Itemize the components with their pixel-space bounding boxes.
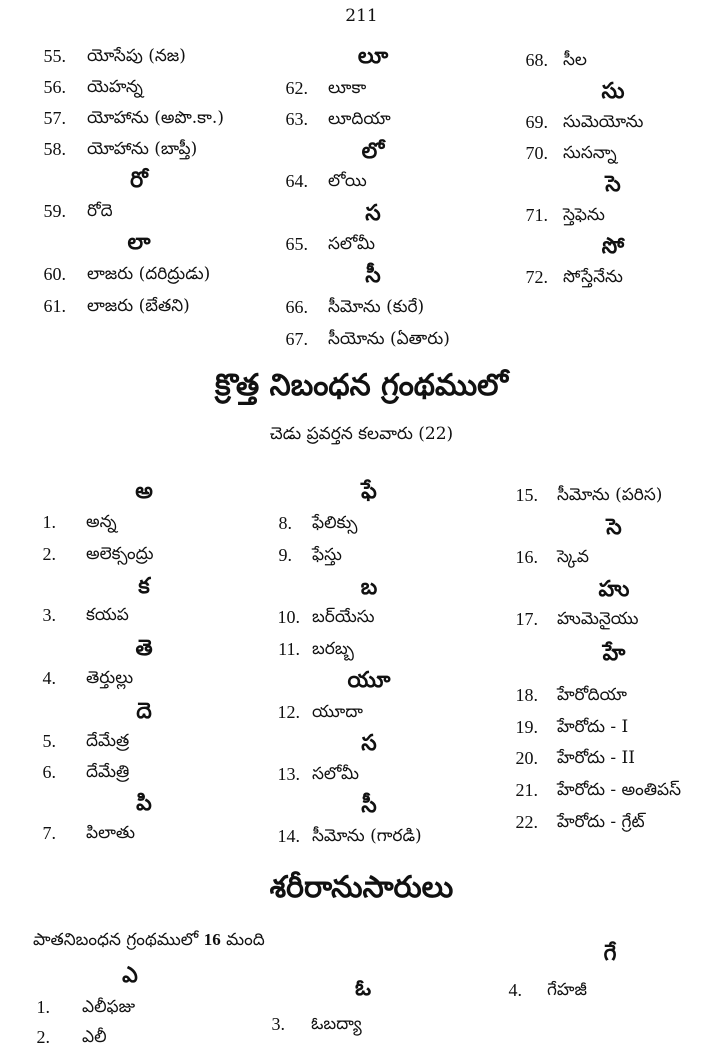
item-number: 15.	[515, 485, 538, 505]
item-number: 72.	[525, 267, 548, 287]
item-number: 1.	[42, 512, 56, 532]
alphabet-letter: లూ	[357, 43, 389, 69]
list-item	[272, 329, 450, 350]
item-number: 13.	[277, 764, 300, 784]
list-item	[272, 78, 367, 99]
item-number: 9.	[278, 545, 292, 565]
item-name: బర్‌యేసు	[312, 607, 375, 627]
list-item	[30, 668, 134, 689]
item-name: అలెక్సంద్రు	[86, 544, 154, 564]
alphabet-letter: తె	[135, 635, 153, 661]
item-number: 7.	[42, 823, 56, 843]
item-number: 61.	[43, 296, 66, 316]
item-number: 14.	[277, 826, 300, 846]
list-item	[506, 609, 639, 630]
section-label-text: పాతనిబంధన గ్రంథములో	[33, 930, 199, 950]
item-number: 57.	[43, 108, 66, 128]
item-name: సలోమీ	[312, 764, 359, 784]
item-number: 17.	[515, 609, 538, 629]
item-number: 62.	[285, 78, 308, 98]
alphabet-letter: హు	[598, 576, 630, 602]
section-label-suffix: మంది	[226, 930, 265, 950]
list-item	[506, 780, 682, 801]
list-item	[263, 1014, 362, 1035]
item-number: 18.	[515, 685, 538, 705]
item-name: హేరోదియా	[557, 685, 627, 705]
alphabet-letter: బ	[360, 574, 378, 600]
item-name: స్తెఫెను	[563, 205, 605, 225]
section-label-count: 16	[203, 930, 221, 949]
alphabet-letter: సె	[605, 171, 621, 197]
section-subheading: చెడు ప్రవర్తన కలవారు (22)	[269, 424, 454, 444]
alphabet-letter: సీ	[365, 262, 381, 288]
item-name: లోయి	[328, 171, 367, 191]
item-name: పిలాతు	[86, 823, 135, 843]
alphabet-letter: లా	[127, 229, 151, 255]
list-item	[30, 512, 117, 533]
list-item	[510, 112, 644, 133]
item-number: 1.	[36, 997, 50, 1017]
item-name: ఫేస్తు	[312, 545, 342, 565]
list-item	[262, 639, 354, 660]
list-item	[262, 545, 342, 566]
item-name: హేరోదు - అంతిపస్	[557, 780, 682, 800]
list-item	[30, 605, 129, 626]
item-name: హుమెనైయు	[557, 609, 639, 629]
item-number: 2.	[42, 544, 56, 564]
page-number: 211	[345, 6, 378, 26]
list-item	[506, 717, 629, 738]
list-item	[30, 823, 135, 844]
item-name: సీమోను (కురే)	[328, 297, 425, 317]
item-number: 16.	[515, 547, 538, 567]
item-name: తెర్తుల్లు	[86, 668, 134, 688]
item-name: యెహన్న	[87, 77, 143, 97]
item-name: యోహాను (బాప్తీ)	[87, 139, 198, 159]
alphabet-letter: క	[138, 573, 150, 599]
list-item	[272, 234, 375, 255]
item-name: సుమెయోను	[563, 112, 644, 132]
alphabet-letter: హే	[602, 640, 626, 666]
section-label	[33, 930, 265, 954]
alphabet-letter: ఫే	[361, 478, 377, 504]
list-item	[272, 109, 391, 130]
alphabet-letter: పి	[136, 790, 152, 816]
item-name: సీమోను (పరిస)	[557, 485, 663, 505]
item-name: సీమోను (గారడి)	[312, 826, 422, 846]
item-number: 67.	[285, 329, 308, 349]
alphabet-letter: ఎ	[122, 962, 138, 988]
item-number: 60.	[43, 264, 66, 284]
item-name: అన్న	[86, 512, 117, 532]
item-name: హేరోదు - I	[557, 717, 629, 737]
item-name: స్కెవ	[557, 547, 589, 567]
item-name: హేరోదు - గ్రేట్	[557, 812, 645, 832]
item-name: సోస్తేనేను	[563, 267, 623, 287]
item-name: ఎలీ	[82, 1027, 107, 1047]
item-number: 64.	[285, 171, 308, 191]
alphabet-letter: ఓ	[354, 975, 372, 1001]
item-number: 70.	[525, 143, 548, 163]
item-number: 68.	[525, 50, 548, 70]
list-item	[272, 171, 367, 192]
item-number: 58.	[43, 139, 66, 159]
item-name: దేమేత్ర	[86, 731, 130, 751]
item-number: 22.	[515, 812, 538, 832]
list-item	[30, 46, 186, 67]
list-item	[262, 702, 363, 723]
item-name: దేమేత్రి	[86, 762, 130, 782]
alphabet-letter: సో	[601, 233, 625, 259]
item-name: ఫేలిక్సు	[312, 513, 358, 533]
item-name: సుసన్నా	[563, 143, 617, 163]
item-number: 55.	[43, 46, 66, 66]
list-item	[30, 731, 130, 752]
list-item	[502, 980, 587, 1001]
item-name: లూదియా	[328, 109, 391, 129]
list-item	[506, 485, 663, 506]
list-item	[30, 997, 136, 1018]
item-name: కయప	[86, 605, 129, 625]
alphabet-letter: లో	[361, 138, 385, 164]
list-item	[510, 50, 587, 71]
item-number: 10.	[277, 607, 300, 627]
item-number: 59.	[43, 201, 66, 221]
item-name: బరబ్బ	[312, 639, 354, 659]
item-name: యోసేపు (నజ)	[87, 46, 186, 66]
item-name: సలోమీ	[328, 234, 375, 254]
item-number: 19.	[515, 717, 538, 737]
list-item	[506, 547, 589, 568]
item-name: ఎలీఫజు	[82, 997, 136, 1017]
item-name: సీల	[563, 50, 587, 70]
list-item	[262, 513, 358, 534]
item-name: గేహజీ	[547, 980, 587, 1000]
item-name: లూకా	[328, 78, 367, 98]
alphabet-letter: రో	[130, 167, 148, 193]
item-number: 71.	[525, 205, 548, 225]
item-name: సీయోను (ఏతారు)	[328, 329, 450, 349]
list-item	[30, 201, 113, 222]
item-number: 8.	[278, 513, 292, 533]
list-item	[30, 77, 143, 98]
item-number: 65.	[285, 234, 308, 254]
alphabet-letter: గే	[603, 940, 617, 966]
alphabet-letter: స	[365, 200, 381, 226]
item-name: లాజరు (దరిద్రుడు)	[87, 264, 211, 284]
alphabet-letter: సె	[606, 514, 622, 540]
list-item	[30, 139, 198, 160]
alphabet-letter: సీ	[361, 792, 377, 818]
list-item	[506, 748, 635, 769]
list-item	[510, 143, 617, 164]
section-heading: క్రొత్త నిబంధన గ్రంథములో	[215, 368, 508, 403]
item-number: 21.	[515, 780, 538, 800]
item-number: 56.	[43, 77, 66, 97]
list-item	[262, 607, 375, 628]
item-name: యోహాను (అపొ.కా.)	[87, 108, 224, 128]
item-number: 4.	[42, 668, 56, 688]
item-number: 3.	[271, 1014, 285, 1034]
item-number: 63.	[285, 109, 308, 129]
list-item	[272, 297, 425, 318]
section-heading: శరీరానుసారులు	[269, 870, 454, 905]
list-item	[510, 267, 623, 288]
list-item	[510, 205, 605, 226]
list-item	[30, 264, 211, 285]
item-name: ఓబద్యా	[311, 1014, 362, 1034]
item-number: 5.	[42, 731, 56, 751]
item-number: 11.	[278, 639, 300, 659]
item-name: లాజరు (బేతని)	[87, 296, 190, 316]
item-number: 69.	[525, 112, 548, 132]
list-item	[30, 1027, 107, 1048]
list-item	[30, 108, 224, 129]
list-item	[506, 685, 627, 706]
list-item	[30, 544, 154, 565]
item-number: 20.	[515, 748, 538, 768]
item-name: హేరోదు - II	[557, 748, 635, 768]
list-item	[262, 764, 359, 785]
item-number: 6.	[42, 762, 56, 782]
alphabet-letter: సు	[601, 78, 625, 104]
item-name: యూదా	[312, 702, 363, 722]
item-number: 12.	[277, 702, 300, 722]
item-number: 3.	[42, 605, 56, 625]
item-name: రోదె	[87, 201, 113, 221]
list-item	[506, 812, 645, 833]
item-number: 2.	[36, 1027, 50, 1047]
alphabet-letter: దె	[136, 698, 152, 724]
list-item	[30, 296, 190, 317]
alphabet-letter: స	[361, 730, 377, 756]
alphabet-letter: అ	[135, 478, 153, 504]
item-number: 4.	[508, 980, 522, 1000]
item-number: 66.	[285, 297, 308, 317]
list-item	[30, 762, 130, 783]
alphabet-letter: యూ	[347, 667, 391, 693]
list-item	[262, 826, 422, 847]
